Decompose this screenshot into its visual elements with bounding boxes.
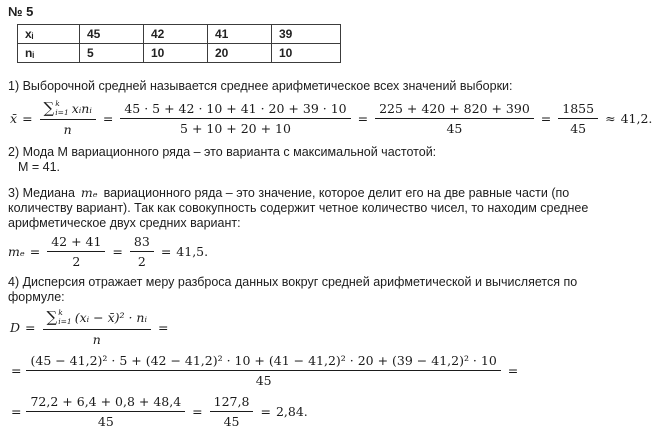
median-intro-line-1 xyxy=(8,185,592,201)
sigma-symbol: ∑ k i=1 xyxy=(43,99,69,118)
row-label-ni: nᵢ xyxy=(18,44,80,63)
mean-formula xyxy=(10,99,652,138)
equals-sign: = xyxy=(22,111,33,127)
denominator: 45 xyxy=(255,372,272,388)
median-result: 41,5. xyxy=(176,244,209,260)
median-symbol-inline: mₑ xyxy=(80,185,98,201)
mean-symbol: x̄ xyxy=(10,111,18,127)
mean-result: 41,2. xyxy=(620,111,652,127)
fraction-sum-83 xyxy=(130,234,154,269)
variance-intro-line-1: 4) Дисперсия отражает меру разброса данных вокруг средней арифметической и вычисляется по xyxy=(8,275,578,290)
denominator: 45 xyxy=(223,413,240,429)
variance-formula-result xyxy=(8,394,592,429)
denominator: n xyxy=(92,331,101,347)
numerator: 225 + 420 + 820 + 390 xyxy=(375,101,534,119)
equals-sign: = xyxy=(11,403,22,419)
table-cell: 20 xyxy=(208,44,272,63)
mode-value: М = 41. xyxy=(18,160,61,175)
equals-sign: = xyxy=(158,320,169,336)
fraction-sum-squares xyxy=(43,309,151,346)
median-formula xyxy=(8,234,592,269)
equals-sign: = xyxy=(11,362,22,378)
variance-symbol: D xyxy=(10,320,21,336)
table-cell: 45 xyxy=(80,25,144,44)
variance-result: 2,84. xyxy=(275,403,308,419)
numerator: (45 − 41,2)² · 5 + (42 − 41,2)² · 10 + (41 − 41,2)² · 20 + (39 − 41,2)² · 10 xyxy=(26,353,500,371)
table-cell: 39 xyxy=(272,25,341,44)
equals-sign: = xyxy=(357,111,369,127)
sum-limits xyxy=(55,100,68,117)
table-row-ni xyxy=(18,44,341,63)
fraction-total xyxy=(558,101,598,136)
median-intro-line-2: количеству вариант). Так как совокупность содержит четное количество чисел, то находим среднее xyxy=(8,201,589,216)
numerator: 83 xyxy=(130,234,154,252)
denominator: 45 xyxy=(446,121,463,137)
median-symbol: mₑ xyxy=(8,244,25,260)
median-intro-prefix: 3) Медиана xyxy=(8,186,75,201)
denominator: 45 xyxy=(570,121,587,137)
numerator: 1855 xyxy=(558,101,598,119)
sum-lower-limit: i=1 xyxy=(55,107,69,117)
fraction-sum xyxy=(40,100,96,137)
fraction-products xyxy=(120,101,350,136)
table-cell: 10 xyxy=(272,44,341,63)
numerator: 127,8 xyxy=(210,394,254,412)
numerator xyxy=(40,100,96,120)
table-cell: 5 xyxy=(80,44,144,63)
equals-sign: = xyxy=(192,403,203,419)
equals-sign: = xyxy=(507,362,519,378)
denominator: 2 xyxy=(137,254,146,270)
sigma-symbol: ∑ k i=1 xyxy=(46,308,72,327)
fraction-middle-values xyxy=(47,234,105,269)
median-intro-line-3: арифметическое двух средних вариант: xyxy=(8,216,241,231)
table-cell: 10 xyxy=(144,44,208,63)
row-label-xi: xᵢ xyxy=(18,25,80,44)
median-intro-suffix: вариационного ряда – это значение, которое делит его на две равные части (по xyxy=(103,186,570,201)
numerator: 42 + 41 xyxy=(47,234,105,252)
fraction-sums xyxy=(375,101,534,136)
mode-intro: 2) Мода М вариационного ряда – это варианта с максимальной частотой: xyxy=(8,145,437,160)
equals-sign: = xyxy=(25,320,36,336)
approx-sign: ≈ xyxy=(605,111,616,127)
sum-upper-limit: k xyxy=(55,99,60,108)
variance-formula-definition xyxy=(10,309,592,346)
numerator: 72,2 + 6,4 + 0,8 + 48,4 xyxy=(26,394,185,412)
numerator xyxy=(43,309,151,329)
table-cell: 42 xyxy=(144,25,208,44)
sum-body: xᵢnᵢ xyxy=(71,101,92,117)
sum-upper-limit: k xyxy=(58,308,63,318)
variance-formula-expanded xyxy=(8,353,592,388)
problem-number: № 5 xyxy=(8,4,34,19)
denominator: 2 xyxy=(72,254,81,270)
mean-intro: 1) Выборочной средней называется среднее арифметическое всех значений выборки: xyxy=(8,79,513,93)
denominator: 5 + 10 + 20 + 10 xyxy=(180,121,291,137)
sum-limits xyxy=(58,309,71,326)
fraction-final xyxy=(210,394,254,429)
table-cell: 41 xyxy=(208,25,272,44)
variance-intro-line-2: формуле: xyxy=(8,290,65,305)
equals-sign: = xyxy=(160,244,172,260)
equals-sign: = xyxy=(102,111,114,127)
fraction-expanded xyxy=(26,353,500,388)
denominator: 45 xyxy=(97,413,114,429)
equals-sign: = xyxy=(29,244,41,260)
sum-body: (xᵢ − x̄)² · nᵢ xyxy=(74,310,147,326)
sum-lower-limit: i=1 xyxy=(58,316,72,326)
equals-sign: = xyxy=(540,111,552,127)
numerator: 45 · 5 + 42 · 10 + 41 · 20 + 39 · 10 xyxy=(120,101,350,119)
equals-sign: = xyxy=(112,244,123,260)
table-row-xi xyxy=(18,25,341,44)
frequency-table xyxy=(17,24,341,63)
fraction-squares-sum xyxy=(26,394,185,429)
denominator: n xyxy=(63,122,72,138)
equals-sign: = xyxy=(260,403,271,419)
